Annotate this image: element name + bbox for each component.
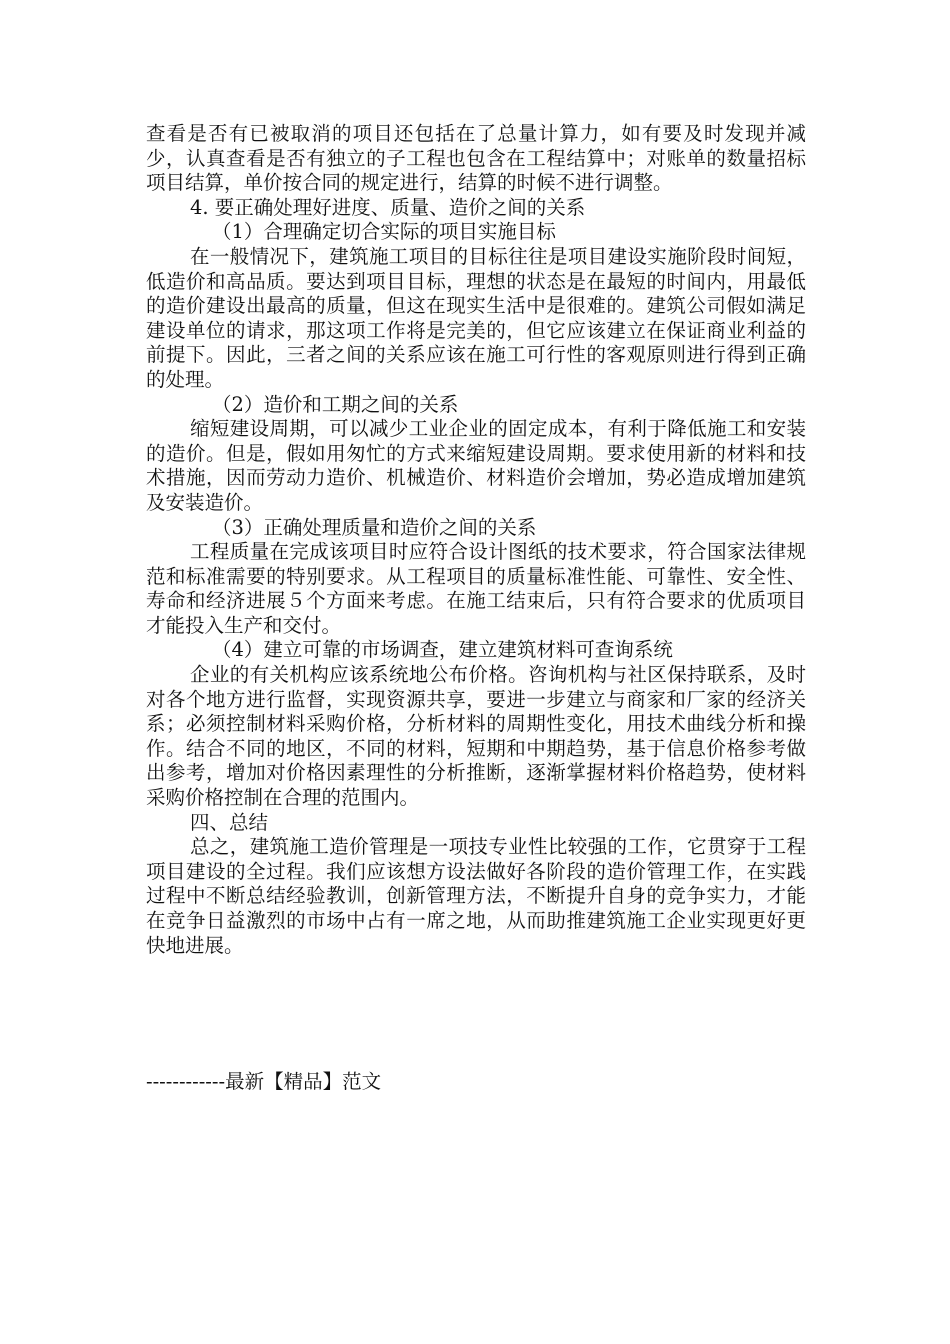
section-heading-summary: 四、总结 [190,810,269,834]
footer-text: ------------最新【精品】范文 [146,1070,382,1093]
subheading-3: （3）正确处理质量和造价之间的关系 [212,515,537,539]
subheading-1: （1）合理确定切合实际的项目实施目标 [212,220,556,244]
section-heading-4: 4. 要正确处理好进度、质量、造价之间的关系 [190,195,586,219]
document-body [146,122,806,958]
paragraph: 企业的有关机构应该系统地公布价格。咨询机构与社区保持联系，及时对各个地方进行监督，实现资源共享，要进一步建立与商家和厂家的经济关系；必须控制材料采购价格，分析材料的周期性变化，用技术曲线分析和操作。结合不同的地区，不同的材料，短期和中期趋势，基于信息价格参考做出参考，增加对价格因素理性的分析推断，逐渐掌握材料价格趋势，使材料采购价格控制在合理的范围内。 [146,663,806,810]
paragraph-conclusion: 总之，建筑施工造价管理是一项技专业性比较强的工作，它贯穿于工程项目建设的全过程。我们应该想方设法做好各阶段的造价管理工作，在实践过程中不断总结经验教训，创新管理方法，不断提升自身的竞争实力，才能在竞争日益激烈的市场中占有一席之地，从而助推建筑施工企业实现更好更快地进展。 [146,835,806,957]
paragraph-continuation: 查看是否有已被取消的项目还包括在了总量计算力，如有要及时发现并减少，认真查看是否有独立的子工程也包含在工程结算中；对账单的数量招标项目结算，单价按合同的规定进行，结算的时候不进行调整。 [146,122,806,195]
subheading-4: （4）建立可靠的市场调查，建立建筑材料可查询系统 [212,638,673,662]
paragraph: 在一般情况下，建筑施工项目的目标往往是项目建设实施阶段时间短，低造价和高品质。要达到项目目标，理想的状态是在最短的时间内，用最低的造价建设出最高的质量，但这在现实生活中是很难的。建筑公司假如满足建设单位的请求，那这项工作将是完美的，但它应该建立在保证商业利益的前提下。因此，三者之间的关系应该在施工可行性的客观原则进行得到正确的处理。 [146,244,806,391]
paragraph: 缩短建设周期，可以减少工业企业的固定成本，有利于降低施工和安装的造价。但是，假如用匆忙的方式来缩短建设周期。要求使用新的材料和技术措施，因而劳动力造价、机械造价、材料造价会增加，势必造成增加建筑及安装造价。 [146,417,806,514]
paragraph: 工程质量在完成该项目时应符合设计图纸的技术要求，符合国家法律规范和标准需要的特别要求。从工程项目的质量标准性能、可靠性、安全性、寿命和经济进展５个方面来考虑。在施工结束后，只有符合要求的优质项目才能投入生产和交付。 [146,540,806,637]
subheading-2: （2）造价和工期之间的关系 [212,392,459,416]
